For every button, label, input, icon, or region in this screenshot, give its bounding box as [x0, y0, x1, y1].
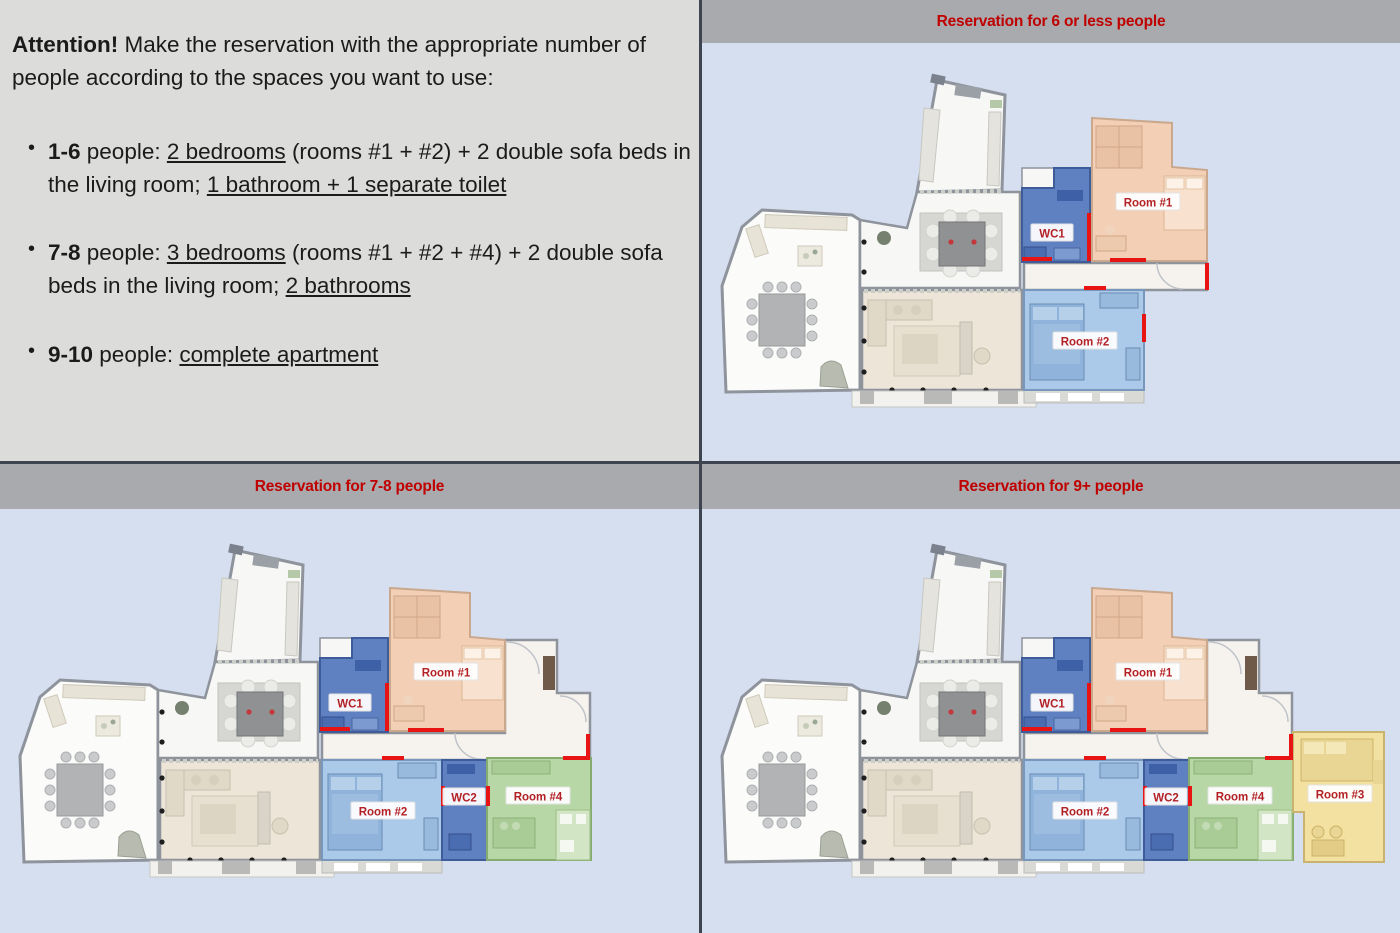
svg-text:Room #1: Room #1 — [1123, 667, 1173, 680]
svg-text:Room #4: Room #4 — [513, 791, 563, 804]
room-label-room1 — [1116, 193, 1180, 210]
reservation-rules-list — [12, 135, 691, 371]
room-room4 — [487, 758, 591, 860]
room-label-wc1 — [1031, 224, 1073, 241]
horizontal-divider — [0, 461, 1400, 464]
reservation-rule-2: • 7-8 people: 3 bedrooms (rooms #1 + #2 + #4) + 2 double sofa beds in the living room; 2 bathrooms — [12, 236, 691, 303]
room-label-wc1 — [329, 694, 371, 711]
svg-text:Room #4: Room #4 — [1215, 791, 1265, 804]
svg-text:Room #1: Room #1 — [1123, 197, 1173, 210]
svg-text:Room #3: Room #3 — [1315, 789, 1365, 802]
reservation-rule-3: • 9-10 people: complete apartment — [12, 338, 691, 371]
info-title-bold: Attention! — [12, 32, 119, 57]
floorplan-svg — [702, 520, 1400, 905]
hallway — [1024, 263, 1207, 290]
panel-6-or-less — [702, 0, 1400, 461]
room-room4 — [1189, 758, 1293, 860]
bullet-icon: • — [28, 238, 36, 261]
room-label-room2 — [351, 802, 415, 819]
floorplan-6-or-less — [702, 50, 1400, 440]
vertical-divider — [699, 0, 702, 933]
reservation-rule-1: • 1-6 people: 2 bedrooms (rooms #1 + #2) + 2 double sofa beds in the living room; 1 bathroom + 1 separate toilet — [12, 135, 691, 202]
info-panel — [0, 0, 699, 461]
panel-title: Reservation for 6 or less people — [936, 12, 1166, 30]
floorplan-svg — [702, 50, 1400, 435]
room-label-room1 — [1116, 663, 1180, 680]
bullet-icon: • — [28, 136, 36, 159]
panel-title: Reservation for 7-8 people — [254, 477, 445, 495]
room-room1 — [390, 588, 505, 731]
room-label-wc2 — [443, 788, 485, 805]
room-label-wc1 — [1031, 694, 1073, 711]
svg-text:WC2: WC2 — [451, 792, 477, 805]
room-label-wc2 — [1145, 788, 1187, 805]
panel-7-8 — [0, 464, 699, 933]
svg-text:WC1: WC1 — [337, 698, 363, 711]
panel-9-plus — [702, 464, 1400, 933]
room-label-room4 — [506, 787, 570, 804]
svg-text:WC1: WC1 — [1039, 228, 1065, 241]
info-title — [12, 28, 691, 95]
room-wc2 — [442, 760, 487, 860]
panel-title: Reservation for 9+ people — [958, 477, 1144, 495]
panel-header — [0, 464, 699, 509]
room-label-room1 — [414, 663, 478, 680]
svg-text:Room #2: Room #2 — [1060, 336, 1110, 349]
floorplan-7-8 — [0, 520, 699, 910]
room-room1 — [1092, 588, 1207, 731]
room-room1 — [1092, 118, 1207, 261]
panel-header — [702, 464, 1400, 509]
room-wc2 — [1144, 760, 1189, 860]
svg-text:WC2: WC2 — [1153, 792, 1179, 805]
svg-text:Room #2: Room #2 — [358, 806, 408, 819]
floorplan-svg — [0, 520, 699, 905]
svg-text:Room #2: Room #2 — [1060, 806, 1110, 819]
info-title-rest: Make the reservation with the appropriate number of people according to the spaces you want to use: — [12, 32, 647, 91]
svg-text:WC1: WC1 — [1039, 698, 1065, 711]
room-label-room2 — [1053, 802, 1117, 819]
panel-header — [702, 0, 1400, 43]
room-label-room4 — [1208, 787, 1272, 804]
svg-text:Room #1: Room #1 — [421, 667, 471, 680]
room-label-room2 — [1053, 332, 1117, 349]
bullet-icon: • — [28, 339, 36, 362]
floorplan-9-plus — [702, 520, 1400, 910]
room-label-room3 — [1308, 785, 1372, 802]
